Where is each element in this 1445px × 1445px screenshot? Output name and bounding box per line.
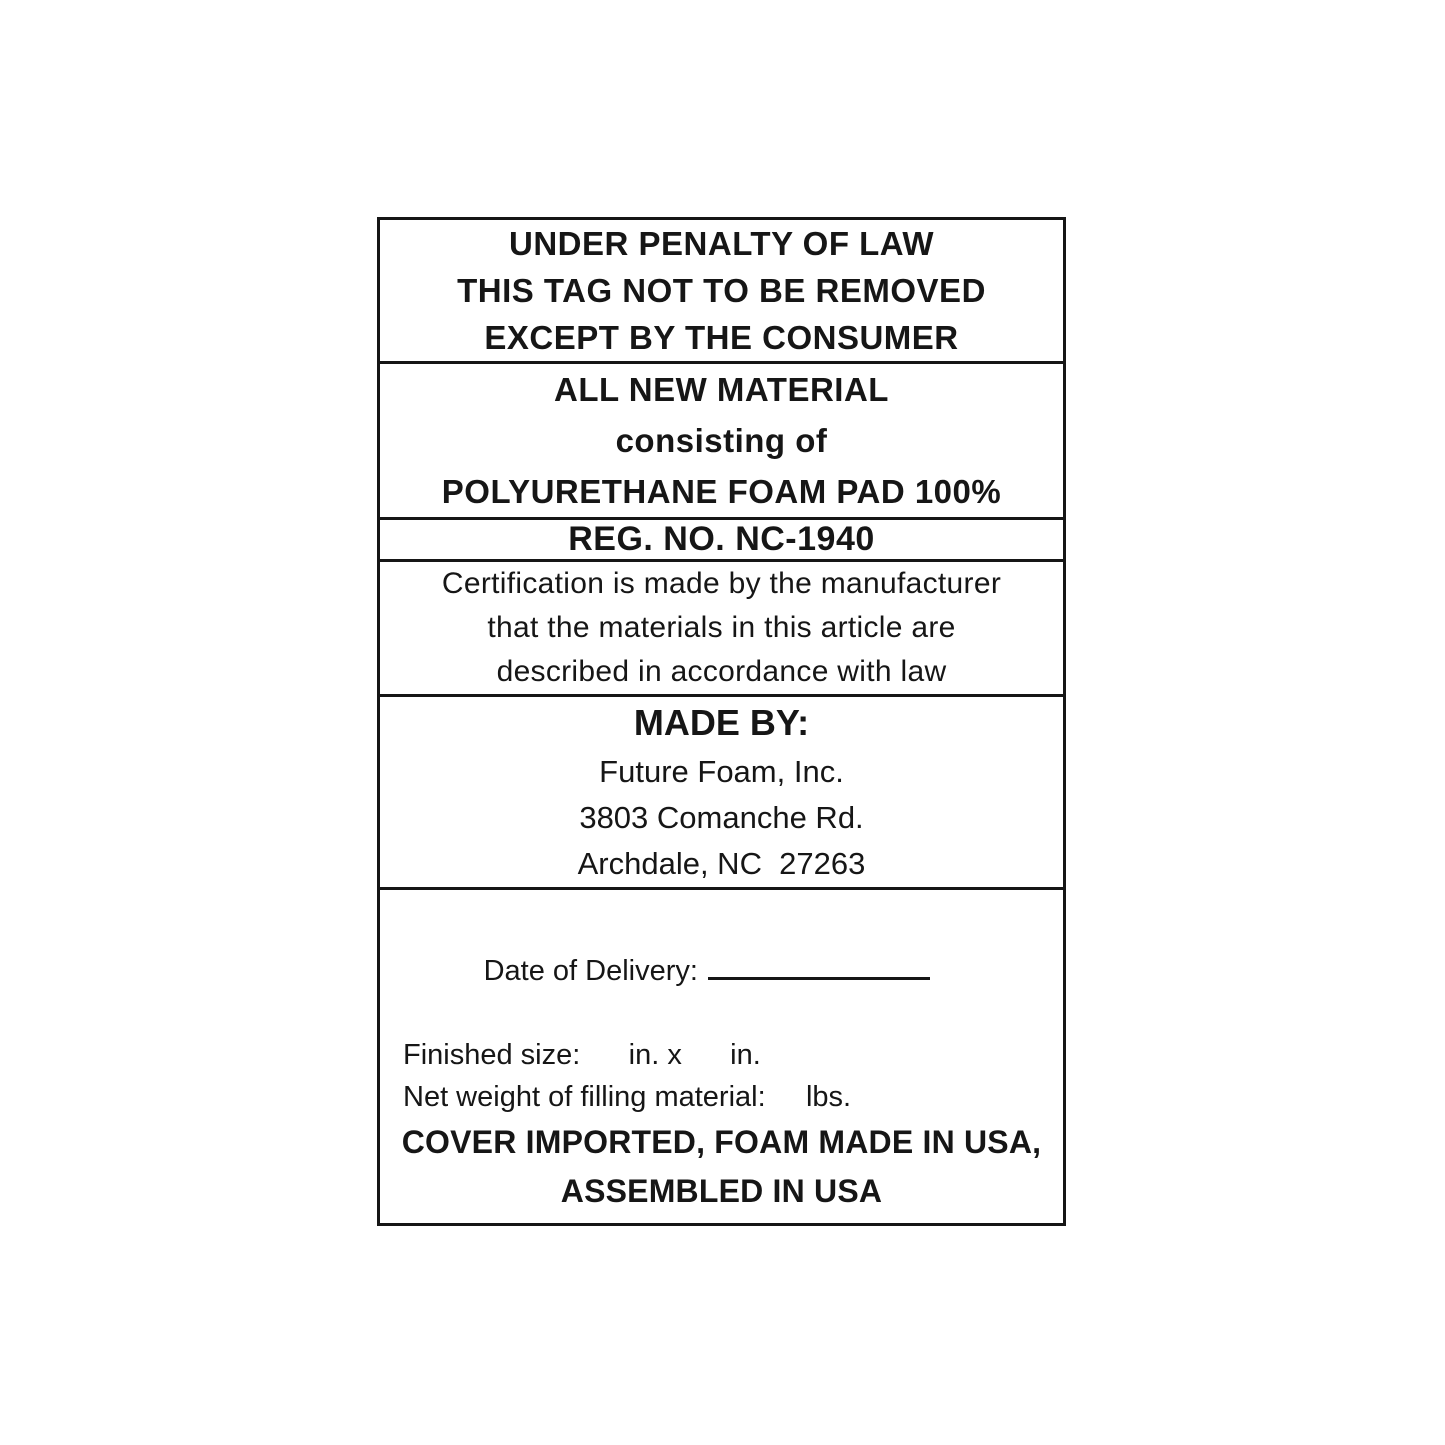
made-by-city: Archdale, NC 27263	[577, 846, 866, 881]
made-by-street: 3803 Comanche Rd.	[579, 800, 864, 835]
certification-line-3: described in accordance with law	[496, 655, 947, 688]
material-section	[380, 361, 1063, 517]
penalty-line-3: EXCEPT BY THE CONSUMER	[484, 319, 959, 356]
date-of-delivery-label: Date of Delivery:	[483, 955, 698, 987]
made-by-heading: MADE BY:	[633, 702, 810, 743]
origin-line-1: COVER IMPORTED, FOAM MADE IN USA,	[401, 1124, 1042, 1160]
law-tag	[377, 217, 1066, 1226]
origin-statement	[380, 1118, 1063, 1216]
reg-no-section	[380, 517, 1063, 559]
finished-size-line: Finished size: in. x in.	[403, 1039, 761, 1071]
material-line-2: consisting of	[615, 422, 828, 459]
certification-section	[380, 559, 1063, 694]
material-line-3: POLYURETHANE FOAM PAD 100%	[441, 473, 1002, 510]
made-by-section	[380, 694, 1063, 887]
reg-no-text: REG. NO. NC-1940	[568, 520, 875, 558]
date-of-delivery-blank	[708, 948, 930, 980]
penalty-section	[380, 220, 1063, 361]
material-line-1: ALL NEW MATERIAL	[554, 371, 889, 408]
origin-line-2: ASSEMBLED IN USA	[560, 1173, 883, 1209]
made-by-company: Future Foam, Inc.	[599, 754, 844, 789]
fill-in-details	[380, 906, 1063, 1118]
date-of-delivery-line	[403, 906, 1063, 1034]
details-section	[380, 887, 1063, 1224]
penalty-line-2: THIS TAG NOT TO BE REMOVED	[457, 272, 986, 309]
certification-line-1: Certification is made by the manufacturer	[441, 567, 1002, 600]
certification-line-2: that the materials in this article are	[487, 611, 956, 644]
net-weight-line: Net weight of filling material: lbs.	[403, 1081, 852, 1113]
penalty-line-1: UNDER PENALTY OF LAW	[509, 225, 934, 262]
